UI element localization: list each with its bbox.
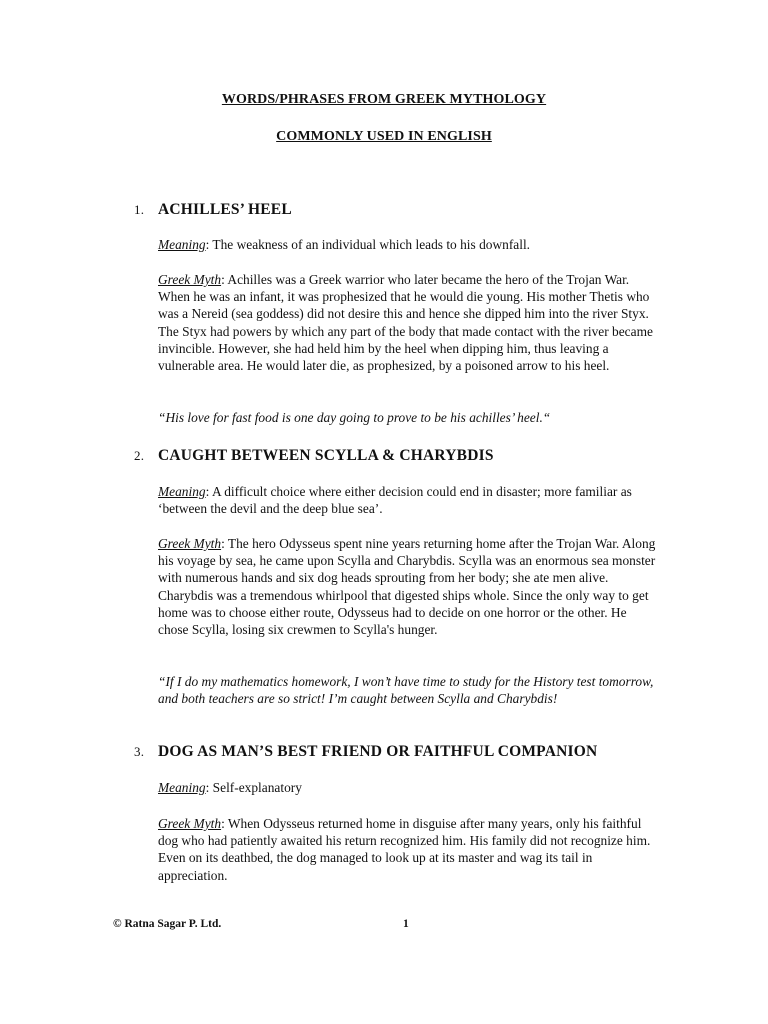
entry-meaning (158, 779, 660, 796)
entry-heading (134, 743, 597, 761)
meaning-text: : The weakness of an individual which leads to his downfall. (205, 237, 531, 252)
entry-greek-myth (158, 535, 660, 638)
entry-heading (134, 447, 494, 465)
entry-number: 3. (134, 744, 145, 759)
entry-greek-myth (158, 815, 660, 884)
greek-myth-label: Greek Myth (158, 816, 222, 831)
meaning-text: : Self-explanatory (205, 780, 302, 795)
entry-greek-myth (158, 271, 660, 374)
meaning-label: Meaning (158, 237, 206, 252)
entry-number: 1. (134, 202, 145, 217)
document-title-line2: COMMONLY USED IN ENGLISH (276, 129, 492, 144)
footer-copyright: © Ratna Sagar P. Ltd. (113, 918, 222, 930)
entry-title: ACHILLES’ HEEL (158, 201, 292, 218)
entry-meaning (158, 483, 660, 517)
footer-page-number: 1 (403, 918, 409, 930)
entry-heading (134, 201, 292, 219)
greek-myth-text: : The hero Odysseus spent nine years returning home after the Trojan War. Along his voyage by sea, he came upon Scylla and Charybdis. Scylla was an enormous sea monster with numerous hands and six dog heads sprouting from her body; she ate men alive. Charybdis was a tremendous whirlpool that digested ships whole. Since the only way to get home was to choose either route, Odysseus had to decide on one horror or the other. He chose Scylla, losing six crewmen to Scylla's hunger. (158, 536, 656, 638)
greek-myth-text: : Achilles was a Greek warrior who later became the hero of the Trojan War. When he was an infant, it was prophesized that he would die young. His mother Thetis who was a Nereid (sea goddess) did not desire this and hence she dipped him into the river Styx. The Styx had powers by which any part of the body that made contact with the river became invincible. However, she had held him by the heel when dipping him, thus leaving a vulnerable area. He would later die, as prophesized, by a poisoned arrow to his heel. (158, 272, 653, 374)
greek-myth-label: Greek Myth (158, 272, 222, 287)
document-title-line1: WORDS/PHRASES FROM GREEK MYTHOLOGY (221, 92, 547, 107)
meaning-text: : A difficult choice where either decision could end in disaster; more familiar as ‘between the devil and the deep blue sea’. (158, 484, 632, 517)
greek-myth-label: Greek Myth (158, 536, 222, 551)
greek-myth-text: : When Odysseus returned home in disguise after many years, only his faithful dog who had patiently awaited his return recognized him. His family did not recognize him. Even on its deathbed, the dog managed to look up at its master and wag its tail in appreciation. (158, 816, 651, 883)
meaning-label: Meaning (158, 780, 206, 795)
entry-title: CAUGHT BETWEEN SCYLLA & CHARYBDIS (158, 447, 494, 464)
entry-title: DOG AS MAN’S BEST FRIEND OR FAITHFUL COMPANION (158, 743, 598, 760)
entry-number: 2. (134, 448, 145, 463)
entry-example: “His love for fast food is one day going to prove to be his achilles’ heel.“ (158, 410, 551, 425)
entry-example: “If I do my mathematics homework, I won’t have time to study for the History test tomorrow, and both teachers are so strict! I’m caught between Scylla and Charybdis! (158, 674, 654, 707)
meaning-label: Meaning (158, 484, 206, 499)
entry-meaning (158, 236, 660, 253)
